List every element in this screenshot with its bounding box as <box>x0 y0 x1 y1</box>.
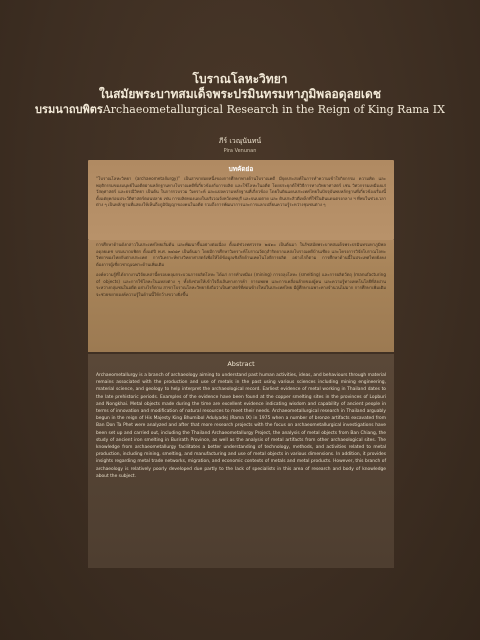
thai-abstract-heading: บทคัดย่อ <box>228 165 254 173</box>
english-abstract-heading: Abstract <box>227 360 255 368</box>
thai-abstract-panel-top <box>88 160 394 240</box>
thai-abstract-paragraph-1: “โบราณโลหะวิทยา (archaeometallurgy)” เป็นสาขาย่อยหนึ่งของการศึกษาทางด้านโบราณคดี มีจุดประสงค์ในการทำความเข้าใจกิจกรรม ความคิด และพฤติกรรมของมนุษย์ในอดีตผ่านหลักฐานทางโบราณคดีที่เกี่ยวข้องกับการผลิต และใช้โลหะในอดีต โดยประยุกต์ใช้วิธีการทางวิทยาศาสตร์ เช่น วิศวกรรมเหมืองแร่ วัสดุศาสตร์ และธรณีวิทยา เป็นต้น ในการรวบรวม วิเคราะห์ และแปลความหลักฐานที่เกี่ยวข้อง โดยในดินแดนประเทศไทยในปัจจุบันพบหลักฐานที่เกี่ยวข้องเรื่องนี้ตั้งแต่ยุคก่อนประวัติศาสตร์ตอนปลาย เช่น การผลิตทองแดงในบริเวณจังหวัดลพบุรี และจนบอตาด และ ดินประสิวตีเหล็กที่ใช้ในดินแดนตรงกลาง ฯ ที่พบในช่วงเวลาต่าง ๆ เป็นหลักฐานที่แสดงให้เห็นถึงภูมิปัญญาของคนในอดีต รวมถึงการพัฒนาการและการแลกเปลี่ยนความรู้ระหว่างชุมชนต่าง ๆ <box>96 176 386 208</box>
title-thai-line-1: โบราณโลหะวิทยา <box>192 72 288 86</box>
author-block <box>0 136 480 154</box>
thai-abstract-paragraph-3: องค์ความรู้ที่ได้จากงานวิจัยเหล่านี้ครอบคลุมกระบวนการผลิตโลหะ ได้แก่ การทำเหมือง (mining) การถลุงโลหะ (smelting) และการผลิตวัตถุ (manufacturing of objects) และการใช้โลหะในแหล่งต่าง ๆ ทั้งยังช่วยให้เข้าใจถึงเส้นทางการค้า การอพยพ และการเคลื่อนย้ายของผู้คน และความรู้ทางเทคโนโลยีที่ส่งผ่านระหว่างกลุ่มชนในอดีต อย่างไรก็ตาม สาขาโบราณโลหะวิทยายังถือว่าเป็นศาสตร์ที่ค่อนข้างใหม่ในประเทศไทย มีผู้ศึกษาเฉพาะทางจำนวนไม่มาก การศึกษาเพิ่มเติมจะช่วยขยายองค์ความรู้ในด้านนี้ให้กว้างขวางยิ่งขึ้น <box>96 272 386 297</box>
author-name-english: Pira Venunan <box>223 148 257 154</box>
english-abstract-paragraph: Archaeometallurgy is a branch of archaeology aiming to understand past human activities, ideas, and behaviours through material remains associated with the production and use of metals in the past using various sciences including mining engineering, material science, and geology to help interpret the archaeological record. Earliest evidence of metal working in Thailand dates to the late prehistoric periods. Examples of the evidence have been found at the copper smelting sites in the provinces of Lopburi and Nongkhai. Metal objects made during the time are excellent evidence indicating wisdom and capability of ancient people in terms of innovation and modification of natural resources to meet their needs. Archaeometallurgical research in Thailand arguably begun in the reign of His Majesty King Bhumibol Adulyadej (Rama IX) in 1975 when a number of bronze artifacts excavated from Ban Don Ta Phet were analyzed and after that more research projects with the focus on archaeometallurgical investigations have been set up and carried out, including the Thailand Archaeometallurgy Project, the analysis of metal objects from Ban Chiang, the study of ancient iron smelting in Burirath Province, as well as the analysis of metal artifacts from other archaeological sites. The knowledge from archaeometallurgy facilitates a better understanding of technology, methods, and activities related to metal production, including mining, smelting, and manufacturing and use of metal objects in various dimensions. In addition, it provides insights regarding metal trade networks, migration, and economic contexts of metals and metal products. However, this branch of archaeology is relatively poorly developed due partly to the lack of specialists in this area of research and body of knowledge about the subject. <box>96 373 386 479</box>
title-thai-line-3: บรมนาถบพิตร <box>35 103 103 116</box>
thai-abstract-panel-middle <box>88 240 394 270</box>
thai-abstract-panel-bottom <box>88 270 394 352</box>
thai-abstract-paragraph-2: การศึกษาด้านดังกล่าวในประเทศไทยเริ่มต้น และพัฒนาขึ้นอย่างต่อเนื่อง ตั้งแต่ช่วงทศวรรษ ๒๕๑๐ เป็นต้นมา ในรัชสมัยพระบาทสมเด็จพระปรมินทรมหาภูมิพลอดุลยเดช บรมนาถบพิตร ตั้งแต่ปี พ.ศ. ๒๔๘๙ เป็นต้นมา โดยมีการศึกษาวิเคราะห์โบราณวัตถุสำริดจากแหล่งโบราณคดีบ้านเชียง และโครงการวิจัยโบราณโลหะวิทยาของไทยกับต่างประเทศ การวิเคราะห์ทางวิทยาศาสตร์เพื่อให้ได้ข้อมูลเชิงลึกด้านเทคโนโลยีการผลิต อย่างไรก็ตาม การศึกษาด้านนี้ในประเทศไทยยังคงต้องการผู้เชี่ยวชาญเฉพาะด้านเพิ่มเติม <box>96 242 386 267</box>
author-name-thai: ภีร์ เวณุนันทน์ <box>218 137 262 145</box>
title-thai-line-2: ในสมัยพระบาทสมเด็จพระปรมินทรมหาภูมิพลอดุลยเดช <box>99 87 381 101</box>
title-block <box>0 72 480 117</box>
title-english: Archaeometallurgical Research in the Reign of King Rama IX <box>102 103 445 116</box>
title-line-3 <box>0 102 480 117</box>
english-abstract-panel <box>88 354 394 568</box>
